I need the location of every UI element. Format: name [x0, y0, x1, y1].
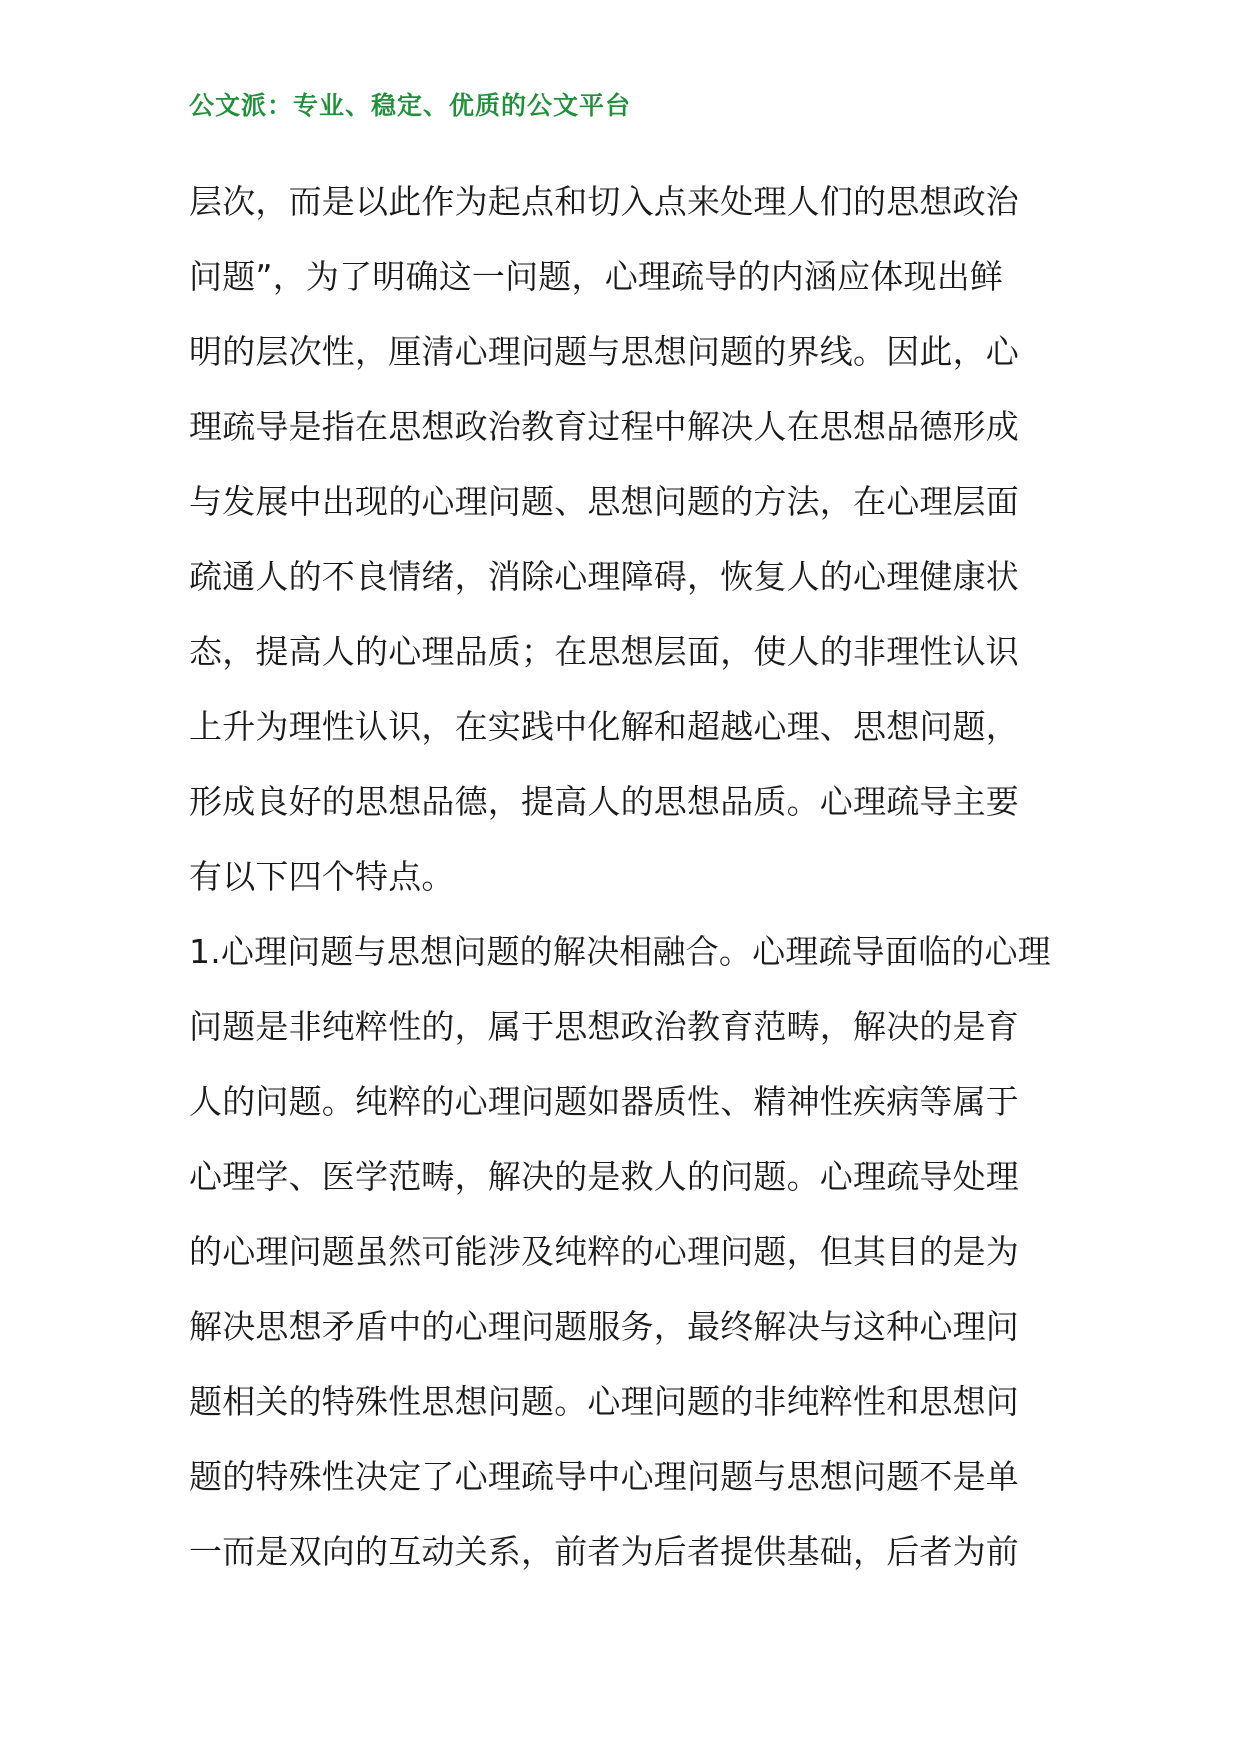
- text-line: 问题”，为了明确这一问题，心理疏导的内涵应体现出鲜: [189, 257, 1004, 296]
- paragraph-1: [189, 164, 1059, 914]
- text-line: 1.心理问题与思想问题的解决相融合。心理疏导面临的心理: [189, 932, 1051, 971]
- text-line: 与发展中出现的心理问题、思想问题的方法，在心理层面: [189, 482, 1019, 521]
- text-line: 层次，而是以此作为起点和切入点来处理人们的思想政治: [189, 182, 1019, 221]
- page-header: 公文派：专业、稳定、优质的公文平台: [189, 91, 632, 120]
- text-line: 题相关的特殊性思想问题。心理问题的非纯粹性和思想问: [189, 1382, 1019, 1421]
- text-line: 形成良好的思想品德，提高人的思想品质。心理疏导主要: [189, 782, 1019, 821]
- text-line: 有以下四个特点。: [189, 857, 455, 896]
- text-line: 人的问题。纯粹的心理问题如器质性、精神性疾病等属于: [189, 1082, 1019, 1121]
- text-line: 疏通人的不良情绪，消除心理障碍，恢复人的心理健康状: [189, 557, 1019, 596]
- text-line: 上升为理性认识，在实践中化解和超越心理、思想问题，: [189, 707, 1019, 746]
- text-line: 理疏导是指在思想政治教育过程中解决人在思想品德形成: [189, 407, 1019, 446]
- text-line: 态，提高人的心理品质；在思想层面，使人的非理性认识: [189, 632, 1019, 671]
- text-line: 题的特殊性决定了心理疏导中心理问题与思想问题不是单: [189, 1457, 1019, 1496]
- text-line: 一而是双向的互动关系，前者为后者提供基础，后者为前: [189, 1532, 1019, 1571]
- text-line: 解决思想矛盾中的心理问题服务，最终解决与这种心理问: [189, 1307, 1019, 1346]
- text-line: 的心理问题虽然可能涉及纯粹的心理问题，但其目的是为: [189, 1232, 1019, 1271]
- text-line: 问题是非纯粹性的，属于思想政治教育范畴，解决的是育: [189, 1007, 1019, 1046]
- body-text: [189, 164, 1059, 1589]
- text-line: 心理学、医学范畴，解决的是救人的问题。心理疏导处理: [189, 1157, 1019, 1196]
- text-line: 明的层次性，厘清心理问题与思想问题的界线。因此，心: [189, 332, 1019, 371]
- paragraph-2: [189, 914, 1059, 1589]
